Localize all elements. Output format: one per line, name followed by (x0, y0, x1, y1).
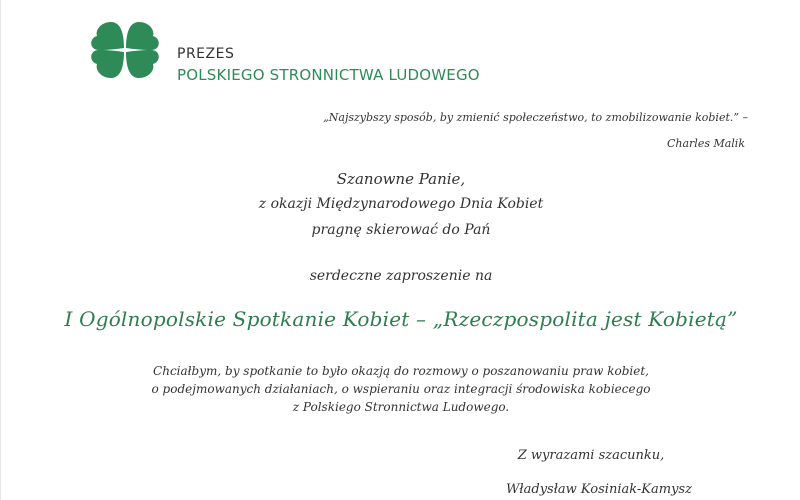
organization-header (177, 46, 480, 84)
letter-occasion-line: z okazji Międzynarodowego Dnia Kobiet (258, 196, 544, 212)
letter-signature: Władysław Kosiniak-Kamysz (506, 482, 692, 497)
invitation-line: serdeczne zaproszenie na (309, 268, 493, 284)
four-leaf-clover-icon (87, 12, 163, 88)
quote-author: Charles Malik (666, 137, 745, 150)
epigraph-quote: „Najszybszy sposób, by zmienić społeczeństwo, to zmobilizowanie kobiet.” – (323, 111, 748, 124)
header-title: PREZES (177, 46, 235, 62)
body-line: Chciałbym, by spotkanie to było okazją do rozmowy o poszanowaniu praw kobiet, (153, 364, 649, 378)
letter-body (1, 362, 800, 416)
letter-intro-line: pragnę skierować do Pań (311, 222, 491, 238)
body-line: z Polskiego Stronnictwa Ludowego. (292, 400, 510, 414)
organization-name: POLSKIEGO STRONNICTWA LUDOWEGO (177, 66, 480, 84)
body-line: o podejmowanych działaniach, o wspieraniu oraz integracji środowiska kobiecego (151, 382, 651, 396)
letter-closing: Z wyrazami szacunku, (517, 448, 665, 463)
letter-greeting: Szanowne Panie, (336, 170, 466, 188)
event-title: I Ogólnopolskie Spotkanie Kobiet – „Rzeczpospolita jest Kobietą” (64, 307, 738, 331)
